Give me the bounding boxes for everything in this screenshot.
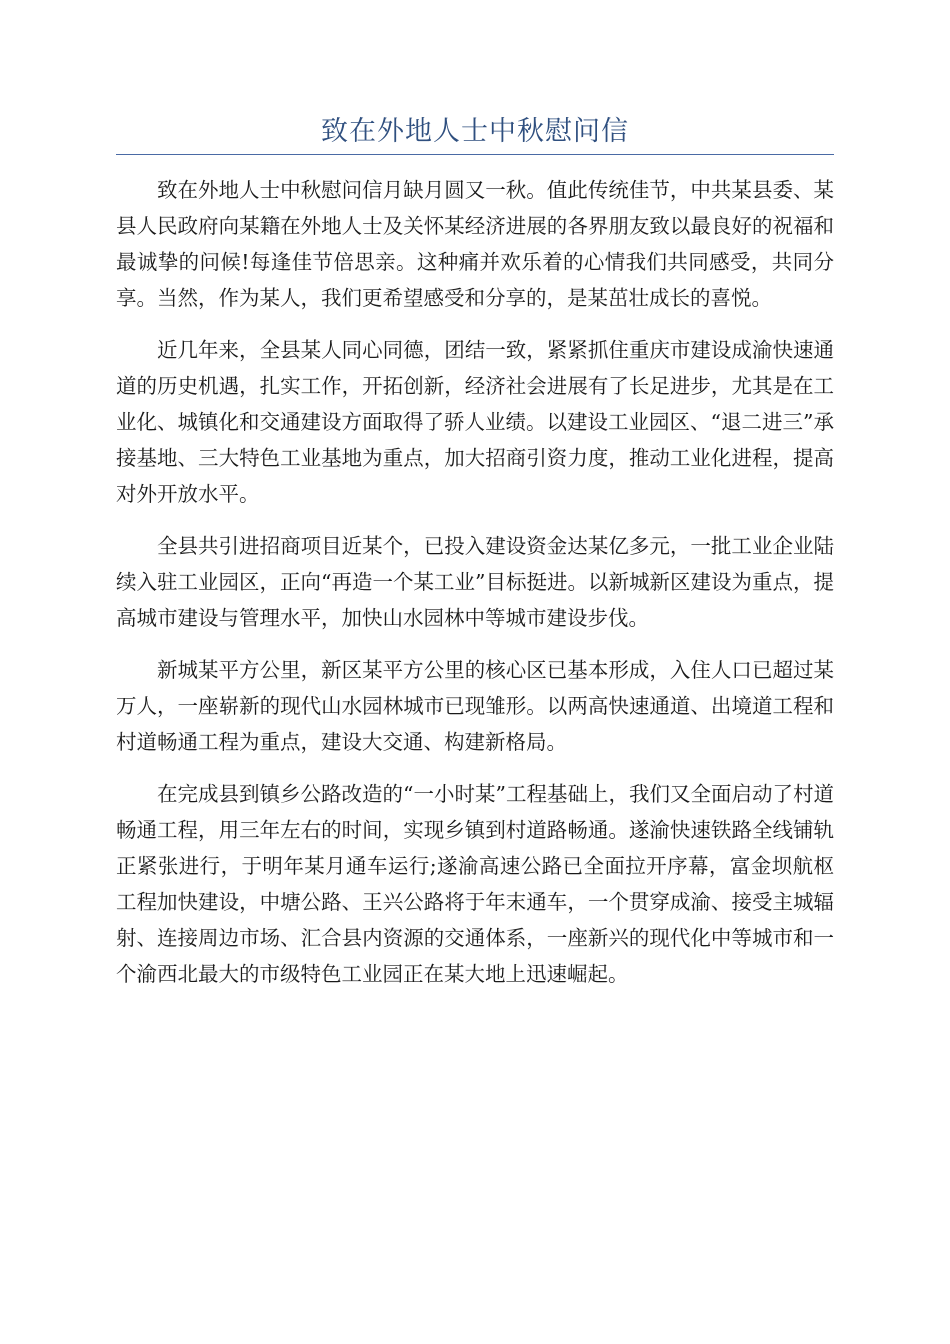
paragraph-5: 在完成县到镇乡公路改造的“一小时某”工程基础上，我们又全面启动了村道畅通工程，用三年左右的时间，实现乡镇到村道路畅通。遂渝快速铁路全线铺轨正紧张进行，于明年某月通车运行;遂渝高速公路已全面拉开序幕，富金坝航枢工程加快建设，中塘公路、王兴公路将于年末通车，一个贯穿成渝、接受主城辐射、连接周边市场、汇合县内资源的交通体系，一座新兴的现代化中等城市和一个渝西北最大的市级特色工业园正在某大地上迅速崛起。: [116, 782, 834, 986]
paragraph-2: 近几年来，全县某人同心同德，团结一致，紧紧抓住重庆市建设成渝快速通道的历史机遇，扎实工作，开拓创新，经济社会进展有了长足进步，尤其是在工业化、城镇化和交通建设方面取得了骄人业绩。以建设工业园区、“退二进三”承接基地、三大特色工业基地为重点，加大招商引资力度，推动工业化进程，提高对外开放水平。: [116, 338, 834, 506]
document-title: 致在外地人士中秋慰问信: [321, 116, 629, 147]
document-body: [116, 172, 834, 1008]
title-underline: [116, 154, 834, 155]
paragraph-1: 致在外地人士中秋慰问信月缺月圆又一秋。值此传统佳节，中共某县委、某县人民政府向某籍在外地人士及关怀某经济进展的各界朋友致以最良好的祝福和最诚挚的问候!每逢佳节倍思亲。这种痛并欢乐着的心情我们共同感受，共同分享。当然，作为某人，我们更希望感受和分享的，是某茁壮成长的喜悦。: [116, 178, 834, 310]
paragraph-4: 新城某平方公里，新区某平方公里的核心区已基本形成，入住人口已超过某万人，一座崭新的现代山水园林城市已现雏形。以两高快速通道、出境道工程和村道畅通工程为重点，建设大交通、构建新格局。: [116, 658, 834, 754]
paragraph-3: 全县共引进招商项目近某个，已投入建设资金达某亿多元，一批工业企业陆续入驻工业园区，正向“再造一个某工业”目标挺进。以新城新区建设为重点，提高城市建设与管理水平，加快山水园林中等城市建设步伐。: [116, 534, 834, 630]
